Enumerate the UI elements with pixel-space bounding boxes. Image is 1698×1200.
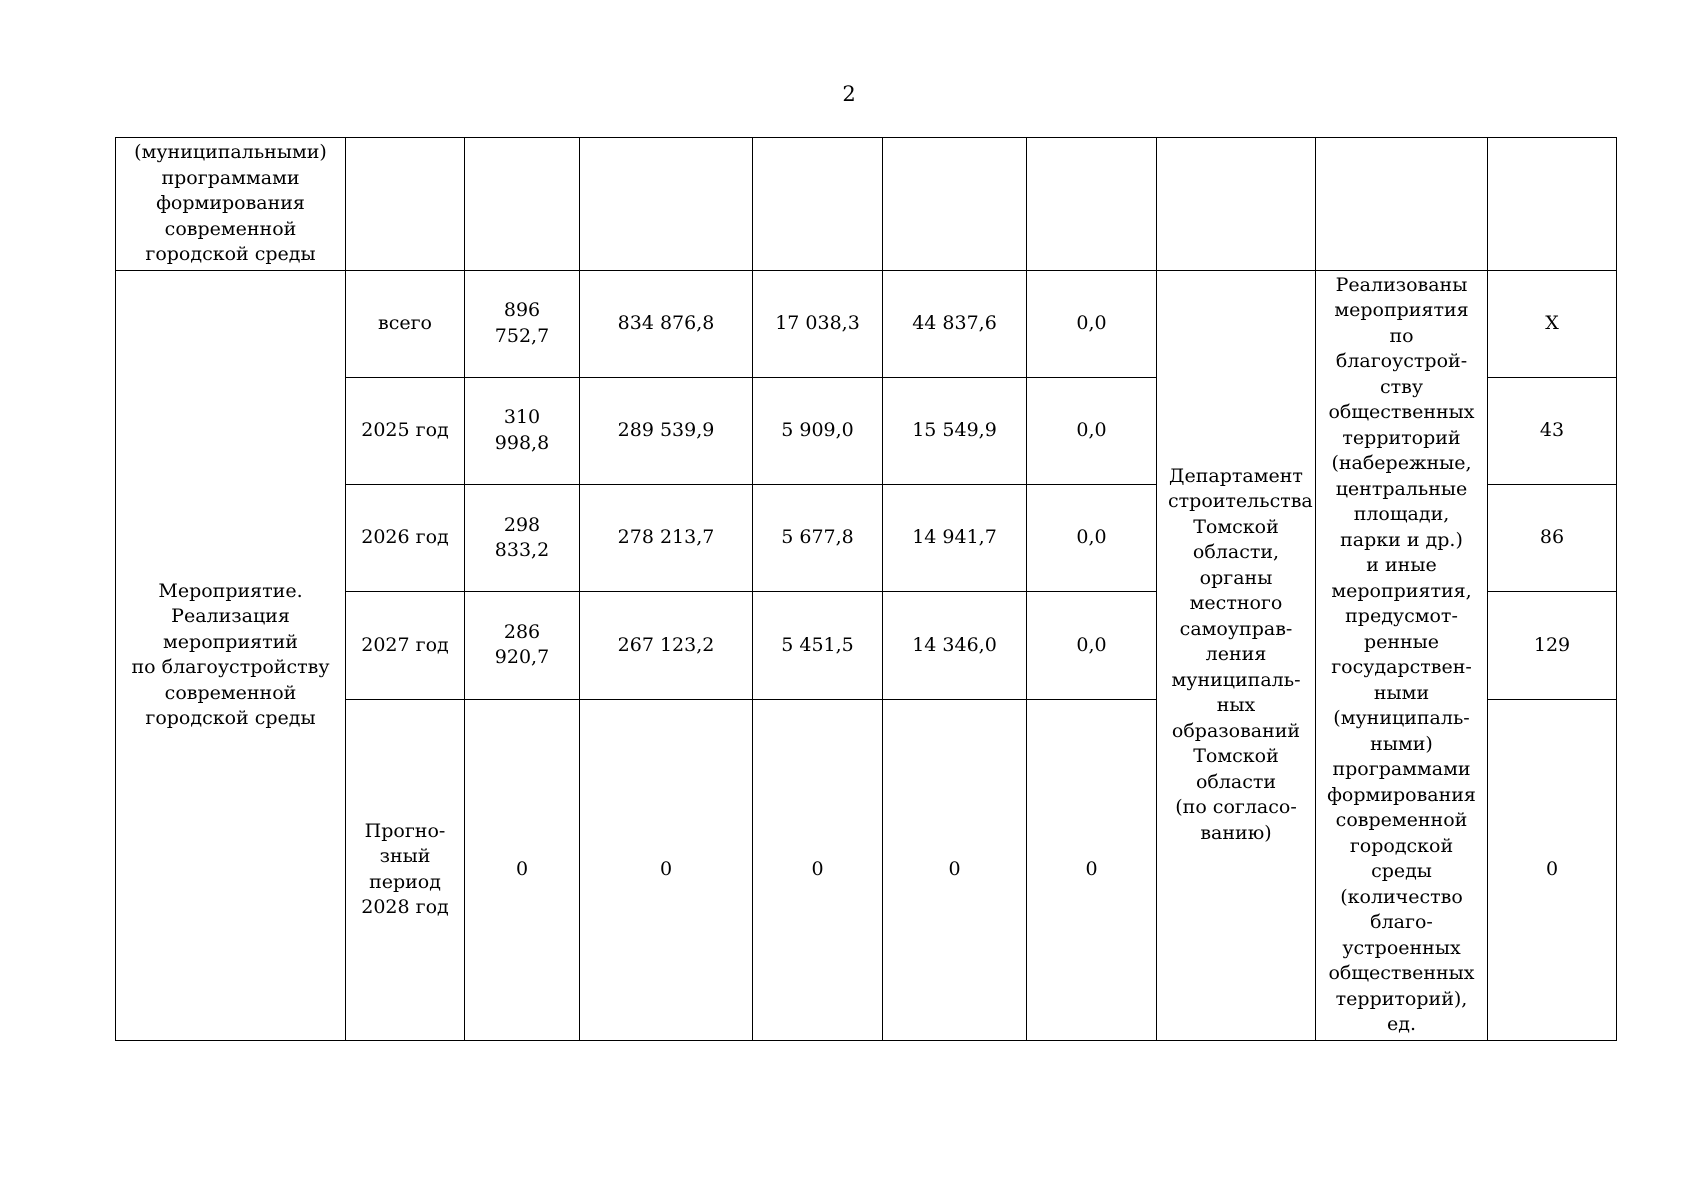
local-cell: 44 837,6 (883, 270, 1027, 377)
target-value-cell: 43 (1488, 377, 1617, 484)
federal-cell: 834 876,8 (580, 270, 753, 377)
period-cell: 2026 год (346, 485, 465, 592)
continuation-name-cell: (муниципальными) программами формирования современной городской среды (116, 138, 346, 271)
other-cell: 0,0 (1027, 592, 1157, 699)
empty-cell (1157, 138, 1316, 271)
empty-cell (346, 138, 465, 271)
empty-cell (753, 138, 883, 271)
empty-cell (883, 138, 1027, 271)
empty-cell (1316, 138, 1488, 271)
empty-cell (1027, 138, 1157, 271)
total-cell: 896 752,7 (465, 270, 580, 377)
empty-cell (1488, 138, 1617, 271)
activity-name-cell: Мероприятие. Реализация мероприятий по благоустройству современной городской среды (116, 270, 346, 1040)
local-cell: 0 (883, 699, 1027, 1040)
funding-table (115, 137, 1617, 1041)
federal-cell: 289 539,9 (580, 377, 753, 484)
regional-cell: 5 909,0 (753, 377, 883, 484)
total-cell: 286 920,7 (465, 592, 580, 699)
page-number: 2 (842, 82, 856, 106)
period-cell: 2027 год (346, 592, 465, 699)
period-cell: всего (346, 270, 465, 377)
target-value-cell: 0 (1488, 699, 1617, 1040)
empty-cell (465, 138, 580, 271)
other-cell: 0 (1027, 699, 1157, 1040)
total-cell: 310 998,8 (465, 377, 580, 484)
indicator-cell: Реализованы мероприятия по благоустрой- ству общественных территорий (набережные, центральные площади, парки и др.) и иные мероприятия, предусмот- ренные государствен- ными (муниципаль- ными) программами формирования современной городской среды (количество благо- устроенных общественных территорий), ед. (1316, 270, 1488, 1040)
target-value-cell: 129 (1488, 592, 1617, 699)
other-cell: 0,0 (1027, 270, 1157, 377)
local-cell: 14 941,7 (883, 485, 1027, 592)
period-cell: 2025 год (346, 377, 465, 484)
federal-cell: 267 123,2 (580, 592, 753, 699)
total-cell: 0 (465, 699, 580, 1040)
regional-cell: 17 038,3 (753, 270, 883, 377)
target-value-cell: X (1488, 270, 1617, 377)
table-row (116, 270, 1617, 377)
regional-cell: 0 (753, 699, 883, 1040)
regional-cell: 5 451,5 (753, 592, 883, 699)
executor-cell: Департамент строительства Томской области, органы местного самоуправ- ления муниципаль- ных образований Томской области (по согласо- ванию) (1157, 270, 1316, 1040)
empty-cell (580, 138, 753, 271)
other-cell: 0,0 (1027, 377, 1157, 484)
total-cell: 298 833,2 (465, 485, 580, 592)
period-cell: Прогно- зный период 2028 год (346, 699, 465, 1040)
continuation-row (116, 138, 1617, 271)
local-cell: 14 346,0 (883, 592, 1027, 699)
other-cell: 0,0 (1027, 485, 1157, 592)
target-value-cell: 86 (1488, 485, 1617, 592)
local-cell: 15 549,9 (883, 377, 1027, 484)
regional-cell: 5 677,8 (753, 485, 883, 592)
federal-cell: 0 (580, 699, 753, 1040)
federal-cell: 278 213,7 (580, 485, 753, 592)
